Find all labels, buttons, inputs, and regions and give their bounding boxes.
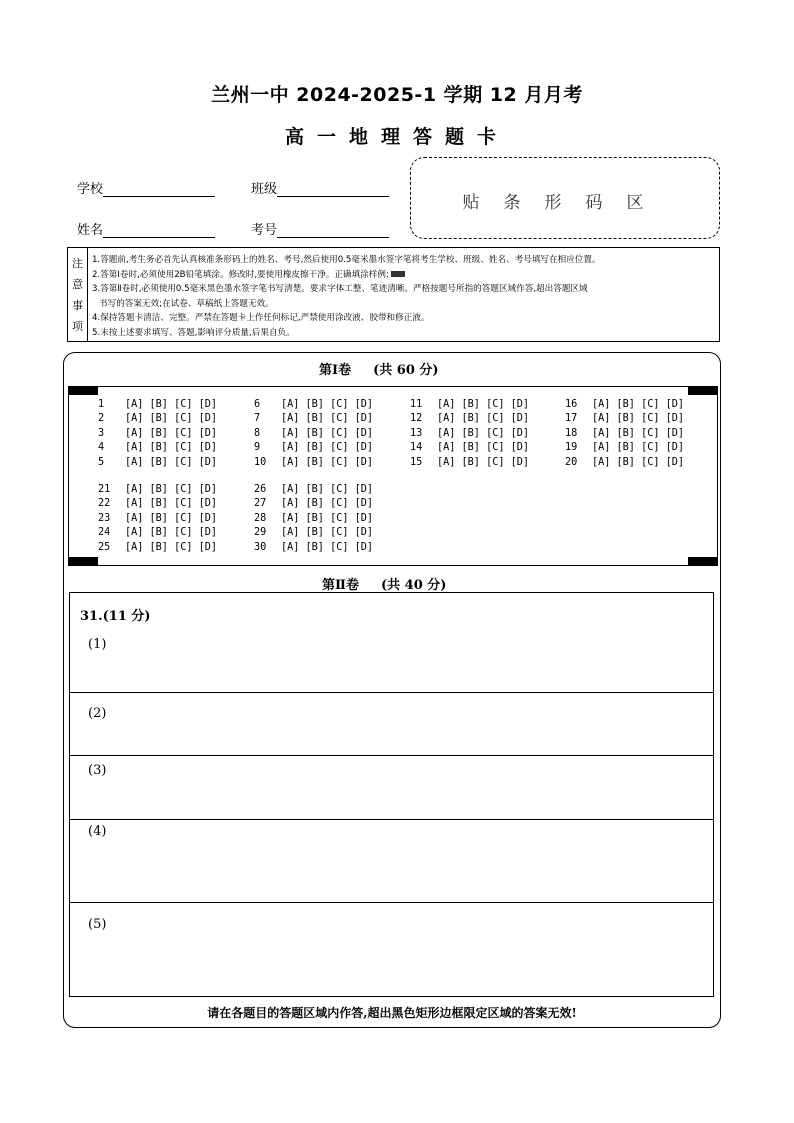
notice-item: 5.未按上述要求填写、答题,影响评分质量,后果自负。 (92, 327, 295, 338)
sub-question-label: (1) (88, 637, 107, 652)
answer-options[interactable]: [A] [B] [C] [D] (125, 484, 218, 495)
divider (70, 692, 713, 693)
name-field[interactable] (77, 219, 215, 238)
answer-options[interactable]: [A] [B] [C] [D] (125, 442, 218, 454)
divider (70, 755, 713, 756)
section2-title: 第Ⅱ卷 (共 40 分) (322, 578, 447, 593)
answer-options[interactable]: [A] [B] [C] [D] (281, 484, 374, 495)
question-31-label: 31.(11 分) (80, 609, 151, 624)
answer-options[interactable]: [A] [B] [C] [D] (437, 399, 530, 410)
answer-options[interactable]: [A] [B] [C] [D] (592, 456, 685, 468)
question-number: 15 (410, 456, 423, 468)
exam-no-label: 考号 (251, 223, 278, 238)
question-number: 19 (565, 442, 578, 454)
answer-options[interactable]: [A] [B] [C] [D] (125, 527, 218, 539)
school-field[interactable] (77, 178, 215, 197)
question-number: 21 (98, 484, 111, 495)
question-number: 1 (98, 399, 105, 410)
exam-title: 兰州一中 2024-2025-1 学期 12 月月考 (211, 84, 583, 106)
footer-warning: 请在各题目的答题区域内作答,超出黑色矩形边框限定区域的答案无效! (207, 1006, 577, 1020)
sub-question-label: (3) (88, 763, 107, 778)
question-number: 14 (410, 442, 423, 454)
question-number: 22 (98, 498, 111, 510)
notice-item: 4.保持答题卡清洁、完整。严禁在答题卡上作任何标记,严禁使用涂改液、胶带和修正液。 (92, 313, 430, 324)
question-number: 23 (98, 512, 111, 524)
class-label: 班级 (251, 182, 278, 197)
alignment-marker (68, 386, 98, 395)
alignment-marker (688, 386, 718, 395)
exam-no-line[interactable] (277, 222, 389, 238)
exam-no-field[interactable] (251, 219, 389, 238)
answer-options[interactable]: [A] [B] [C] [D] (281, 413, 374, 425)
sub-question-label: (4) (88, 824, 107, 839)
answer-options[interactable]: [A] [B] [C] [D] (437, 427, 530, 439)
question-number: 3 (98, 427, 105, 439)
answer-options[interactable]: [A] [B] [C] [D] (125, 498, 218, 510)
answer-options[interactable]: [A] [B] [C] [D] (281, 527, 374, 539)
class-line[interactable] (277, 181, 389, 197)
question-number: 26 (254, 484, 267, 495)
question-number: 12 (410, 413, 423, 425)
question-number: 5 (98, 456, 105, 468)
answer-options[interactable]: [A] [B] [C] [D] (281, 399, 374, 410)
question-number: 17 (565, 413, 578, 425)
alignment-marker (688, 557, 718, 566)
divider (70, 902, 713, 903)
multiple-choice-box (68, 386, 718, 566)
answer-options[interactable]: [A] [B] [C] [D] (592, 413, 685, 425)
answer-options[interactable]: [A] [B] [C] [D] (281, 456, 374, 468)
question-number: 27 (254, 498, 267, 510)
name-label: 姓名 (77, 223, 104, 238)
notice-box (67, 247, 720, 342)
answer-options[interactable]: [A] [B] [C] [D] (281, 498, 374, 510)
alignment-marker (68, 557, 98, 566)
school-label: 学校 (77, 182, 104, 197)
answer-options[interactable]: [A] [B] [C] [D] (125, 413, 218, 425)
notice-item: 3.答第Ⅱ卷时,必须使用0.5毫米黑色墨水签字笔书写清楚。要求字体工整、笔迹清晰。严格按题号所指的答题区域作答,超出答题区域 (92, 284, 588, 295)
question-number: 4 (98, 442, 105, 454)
answer-options[interactable]: [A] [B] [C] [D] (592, 427, 685, 439)
question-number: 16 (565, 399, 578, 410)
section1-title: 第Ⅰ卷 (共 60 分) (319, 363, 439, 378)
answer-options[interactable]: [A] [B] [C] [D] (125, 399, 218, 410)
question-number: 13 (410, 427, 423, 439)
question-number: 20 (565, 456, 578, 468)
answer-options[interactable]: [A] [B] [C] [D] (125, 541, 218, 553)
open-answer-box (69, 592, 714, 997)
answer-options[interactable]: [A] [B] [C] [D] (281, 427, 374, 439)
sub-question-label: (2) (88, 706, 107, 721)
question-number: 2 (98, 413, 105, 425)
question-number: 8 (254, 427, 261, 439)
notice-item: 2.答第Ⅰ卷时,必须使用2B铅笔填涂。修改时,要使用橡皮擦干净。正确填涂样例: (92, 268, 713, 283)
answer-options[interactable]: [A] [B] [C] [D] (281, 512, 374, 524)
class-field[interactable] (251, 178, 389, 197)
fill-sample-icon (391, 271, 405, 277)
notice-label-char: 事 (72, 299, 83, 313)
notice-item: 1.答题前,考生务必首先认真核准条形码上的姓名、考号,然后使用0.5毫米墨水签字笔将考生学校、班级、姓名、考号填写在相应位置。 (92, 255, 601, 265)
answer-options[interactable]: [A] [B] [C] [D] (281, 442, 374, 454)
notice-label-char: 意 (72, 277, 83, 291)
question-number: 18 (565, 427, 578, 439)
notice-label-char: 注 (72, 256, 83, 270)
barcode-label: 贴条形码区 (462, 193, 668, 213)
answer-options[interactable]: [A] [B] [C] [D] (592, 399, 685, 410)
question-number: 7 (254, 413, 261, 425)
notice-item: 书写的答案无效;在试卷、草稿纸上答题无效。 (99, 298, 274, 309)
notice-label-char: 项 (72, 320, 83, 334)
answer-options[interactable]: [A] [B] [C] [D] (437, 442, 530, 454)
barcode-area (410, 157, 720, 239)
answer-options[interactable]: [A] [B] [C] [D] (281, 541, 374, 553)
card-title: 高一地理答题卡 (284, 126, 509, 148)
answer-options[interactable]: [A] [B] [C] [D] (437, 456, 530, 468)
question-number: 24 (98, 527, 111, 539)
question-number: 6 (254, 399, 261, 410)
question-number: 28 (254, 512, 267, 524)
answer-options[interactable]: [A] [B] [C] [D] (437, 413, 530, 425)
question-number: 29 (254, 527, 267, 539)
answer-options[interactable]: [A] [B] [C] [D] (592, 442, 685, 454)
answer-options[interactable]: [A] [B] [C] [D] (125, 456, 218, 468)
name-line[interactable] (103, 222, 215, 238)
school-line[interactable] (103, 181, 215, 197)
question-number: 11 (410, 399, 423, 410)
notice-items (92, 253, 713, 341)
question-number: 9 (254, 442, 261, 454)
question-number: 25 (98, 541, 111, 553)
answer-options[interactable]: [A] [B] [C] [D] (125, 512, 218, 524)
sub-question-label: (5) (88, 917, 107, 932)
divider (70, 819, 713, 820)
notice-label (68, 248, 88, 341)
question-number: 30 (254, 541, 267, 553)
question-number: 10 (254, 456, 267, 468)
answer-options[interactable]: [A] [B] [C] [D] (125, 427, 218, 439)
